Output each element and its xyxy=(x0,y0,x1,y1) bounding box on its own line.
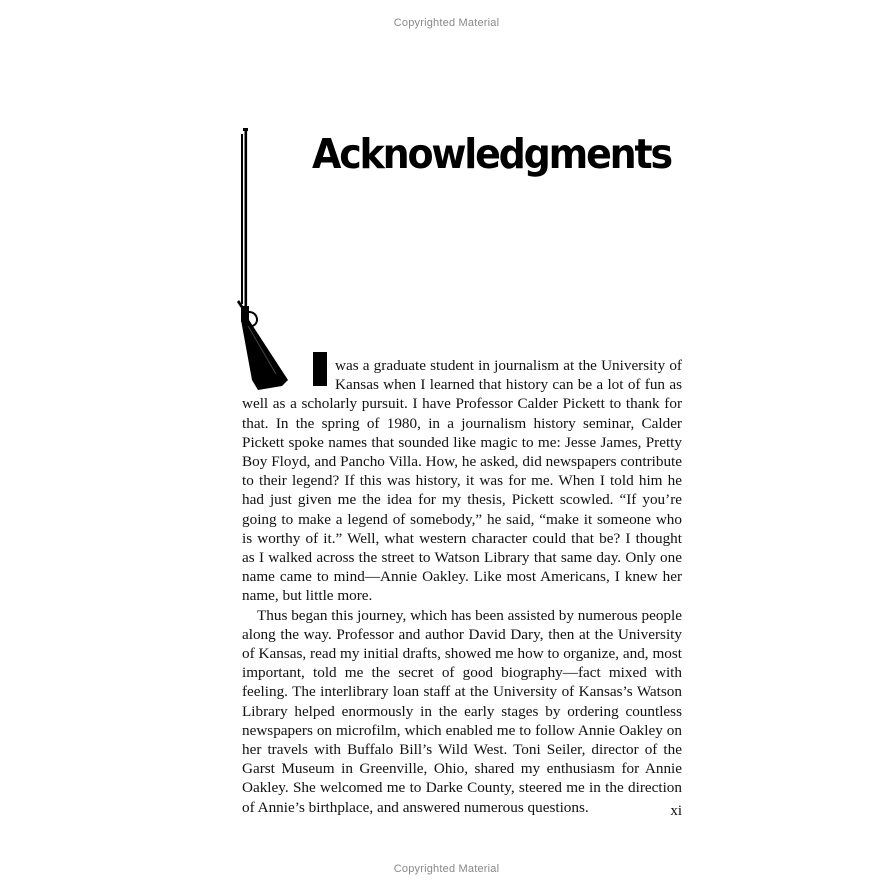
body-text xyxy=(242,356,682,817)
rifle-illustration-icon xyxy=(236,128,296,390)
copyright-watermark-bottom: Copyrighted Material xyxy=(393,863,500,875)
paragraph-2: Thus began this journey, which has been assisted by numerous people along the way. Professor and author David Dary, then at the University of Kansas, read my initial drafts, showed me how to organize, and, most important, told me the secret of good biography—fact mixed with feeling. The interlibrary loan staff at the University of Kansas’s Watson Library helped enormously in the early stages by ordering countless newspapers on microfilm, which enabled me to follow Annie Oakley on her travels with Buffalo Bill’s Wild West. Toni Seiler, director of the Garst Museum in Greenville, Ohio, shared my enthusiasm for Annie Oakley. She welcomed me to Darke County, steered me in the direction of Annie’s birthplace, and answered numerous questions. xyxy=(242,606,682,816)
paragraph-1: was a graduate student in journalism at the University of Kansas when I learned that history can be a lot of fun as well as a scholarly pursuit. I have Professor Calder Pickett to thank for that. In the spring of 1980, in a journalism history seminar, Calder Pickett spoke names that sounded like magic to me: Jesse James, Pretty Boy Floyd, and Pancho Villa. How, he asked, did newspapers contribute to their legend? If this was history, it was for me. When I told him he had just given me the idea for my thesis, Pickett scowled. “If you’re going to make a legend of somebody,” he said, “make it someone who is worthy of it.” Well, what western character could that be? I thought as I walked across the street to Watson Library that same day. Only one name came to mind—Annie Oakley. Like most Americans, I knew her name, but little more. xyxy=(242,357,682,605)
page-number: xi xyxy=(670,803,682,819)
dropcap-spacer xyxy=(242,356,335,394)
page-title: Acknowledgments xyxy=(312,130,671,178)
copyright-watermark-top: Copyrighted Material xyxy=(393,17,500,29)
